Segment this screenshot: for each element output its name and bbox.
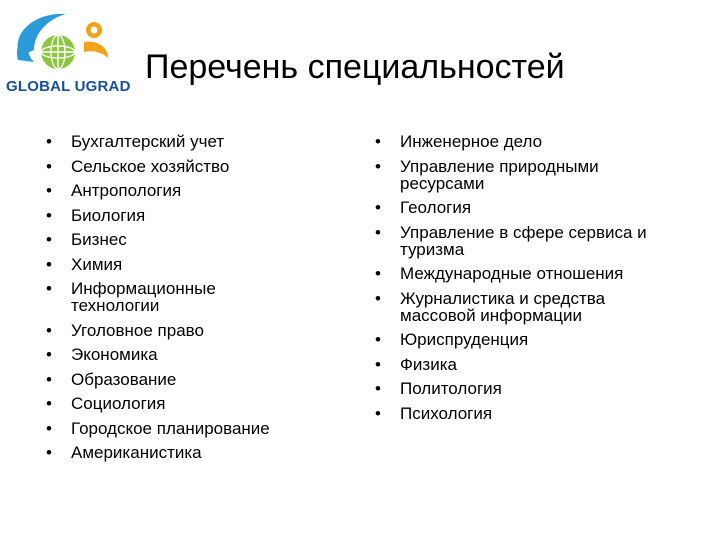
list-item [373, 405, 693, 422]
bullet: • [46, 418, 52, 438]
list-item [44, 322, 344, 339]
list-item-label: Геология [400, 198, 472, 217]
list-item [373, 380, 693, 397]
bullet: • [375, 379, 381, 398]
list-item [44, 133, 344, 150]
list-item [373, 331, 693, 348]
bullet: • [375, 288, 381, 308]
list-item-label: Управление природными ресурсами [400, 156, 599, 193]
list-item-label: Управление в сфере сервиса и туризма [400, 222, 647, 259]
bullet: • [375, 264, 381, 283]
left-specialty-list [44, 133, 344, 469]
bullet: • [46, 205, 52, 225]
list-item-label: Экономика [71, 345, 158, 364]
bullet: • [46, 394, 52, 413]
list-item-label: Сельское хозяйство [71, 156, 230, 176]
list-item [373, 133, 693, 150]
bullet: • [46, 181, 52, 200]
list-item [373, 356, 693, 373]
bullet: • [375, 132, 381, 151]
bullet: • [375, 403, 381, 423]
bullet: • [46, 369, 52, 389]
list-item-label: Психология [400, 403, 493, 423]
list-item [44, 256, 344, 273]
bullet: • [46, 345, 52, 364]
list-item [44, 182, 344, 199]
list-item [44, 371, 344, 388]
list-item [373, 158, 660, 192]
list-item-label: Журналистика и средства массовой информации [400, 288, 606, 325]
list-item-label: Биология [71, 205, 146, 225]
logo-text: GLOBAL UGRAD [6, 78, 131, 95]
bullet: • [46, 254, 52, 274]
bullet: • [46, 279, 52, 298]
list-item [44, 346, 344, 363]
list-item-label: Информационные технологии [71, 279, 216, 315]
list-item-label: Образование [71, 369, 177, 389]
list-item-label: Международные отношения [400, 264, 624, 283]
list-item-label: Уголовное право [71, 320, 204, 340]
list-item [44, 420, 344, 437]
list-item-label: Химия [71, 254, 123, 274]
list-item-label: Бизнес [71, 230, 127, 249]
list-item-label: Социология [71, 394, 166, 413]
list-item [44, 444, 344, 461]
bullet: • [375, 222, 381, 242]
list-item-label: Инженерное дело [400, 132, 543, 151]
bullet: • [375, 330, 381, 349]
bullet: • [46, 156, 52, 176]
list-item-label: Городское планирование [71, 418, 270, 438]
bullet: • [375, 156, 381, 176]
list-item-label: Физика [400, 354, 457, 374]
list-item [373, 265, 693, 282]
list-item-label: Антропология [71, 181, 182, 200]
list-item [44, 231, 344, 248]
globe-logo-icon [4, 6, 130, 81]
bullet: • [46, 443, 52, 462]
bullet: • [375, 198, 381, 217]
list-item [373, 224, 705, 258]
bullet: • [46, 230, 52, 249]
list-item-label: Бухгалтерский учет [71, 132, 225, 151]
bullet: • [46, 132, 52, 151]
page-title: Перечень специальностей [145, 48, 565, 86]
list-item [44, 207, 344, 224]
list-item-label: Юриспруденция [400, 330, 529, 349]
list-item-label: Американистика [71, 443, 202, 462]
right-specialty-list [373, 133, 693, 429]
list-item [373, 290, 685, 324]
list-item-label: Политология [400, 379, 502, 398]
list-item [44, 280, 281, 314]
bullet: • [375, 354, 381, 374]
list-item [373, 199, 693, 216]
global-ugrad-logo [4, 6, 130, 98]
list-item [44, 158, 344, 175]
list-item [44, 395, 344, 412]
bullet: • [46, 320, 52, 340]
